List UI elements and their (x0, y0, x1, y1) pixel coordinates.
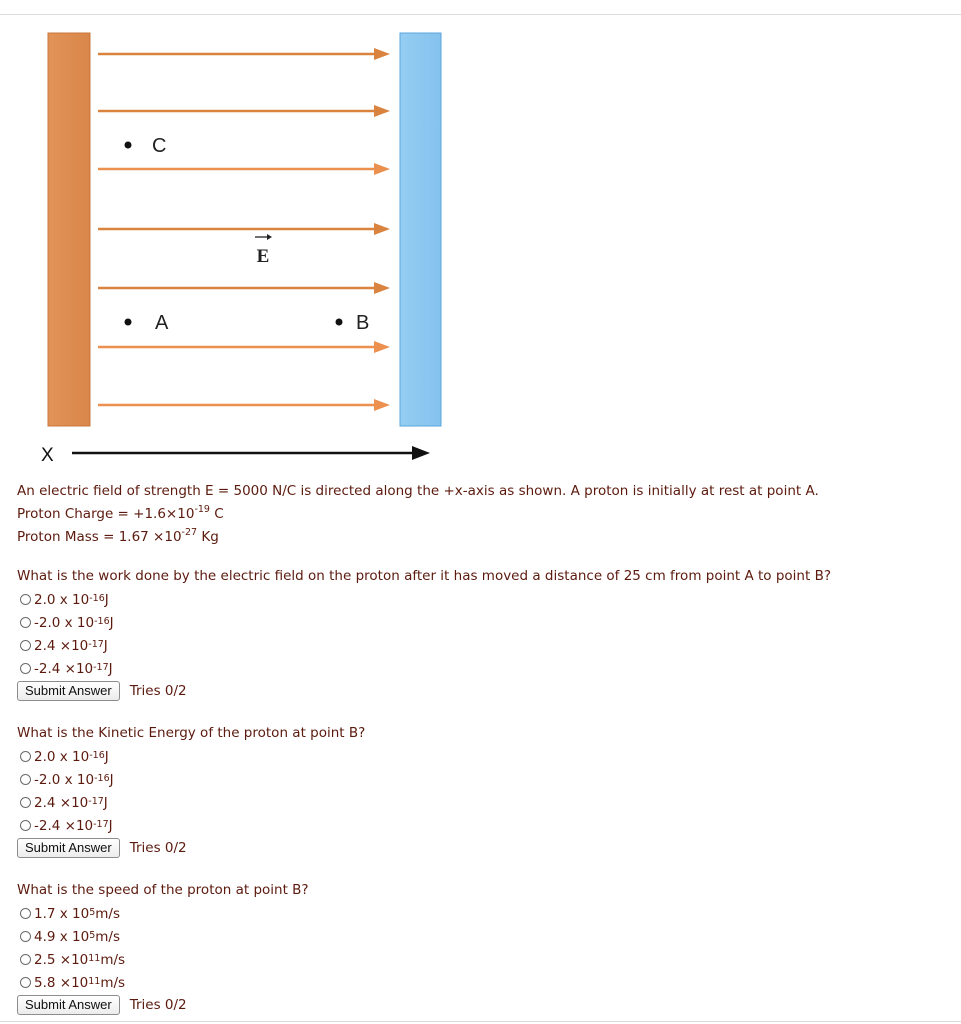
question-1-option-3[interactable]: 2.4 ×10 $^{-17}$ J (17, 634, 831, 657)
field-arrow (98, 399, 390, 411)
question-2-tries: Tries 0/2 (129, 840, 187, 856)
field-arrow (98, 163, 390, 175)
radio-button[interactable] (20, 820, 31, 831)
question-3-option-4[interactable]: 5.8 ×10 $^{11}$ m/s (17, 971, 309, 994)
right-plate (400, 33, 441, 426)
field-arrow (98, 48, 390, 60)
question-2-submit-button[interactable]: Submit Answer (17, 838, 120, 858)
statement-text: An electric field of strength E = 5000 N/C is directed along the +x-axis as shown. A proton is initially at rest at point A. (17, 483, 819, 499)
field-arrow (98, 223, 390, 235)
field-arrow (98, 341, 390, 353)
point-a-label: A (155, 312, 169, 334)
electric-field-diagram (0, 0, 961, 470)
proton-mass: Proton Mass = $1.67 \times 10^{-27}$ Kg (17, 526, 219, 545)
field-arrow (98, 282, 390, 294)
question-1-option-4[interactable]: -2.4 ×10 $^{-17}$ J (17, 657, 831, 680)
x-axis-label: X (41, 445, 54, 466)
question-3-option-1[interactable]: 1.7 x 10 $^5$ m/s (17, 902, 309, 925)
x-axis-arrow (72, 446, 430, 460)
point-b-label: B (356, 312, 370, 334)
proton-charge: Proton Charge = $+1.6\times 10^{-19}$ C (17, 503, 224, 522)
point-a-dot (125, 319, 132, 326)
question-3 (17, 879, 309, 1015)
radio-button[interactable] (20, 977, 31, 988)
radio-button[interactable] (20, 751, 31, 762)
question-2 (17, 722, 365, 858)
point-c-label: C (152, 135, 167, 157)
point-b-dot (336, 319, 343, 326)
question-2-option-3[interactable]: 2.4 ×10 $^{-17}$ J (17, 791, 365, 814)
radio-button[interactable] (20, 617, 31, 628)
question-1-option-1[interactable]: 2.0 x 10 $^{-16}$ J (17, 588, 831, 611)
question-2-option-1[interactable]: 2.0 x 10 $^{-16}$ J (17, 745, 365, 768)
question-1-tries: Tries 0/2 (129, 683, 187, 699)
question-1-text: What is the work done by the electric field on the proton after it has moved a distance of 25 cm from point A to point B? (17, 568, 831, 584)
question-2-option-4[interactable]: -2.4 ×10 $^{-17}$ J (17, 814, 365, 837)
question-1-option-2[interactable]: -2.0 x 10 $^{-16}$ J (17, 611, 831, 634)
question-2-option-2[interactable]: -2.0 x 10 $^{-16}$ J (17, 768, 365, 791)
radio-button[interactable] (20, 594, 31, 605)
radio-button[interactable] (20, 640, 31, 651)
radio-button[interactable] (20, 954, 31, 965)
question-3-submit-button[interactable]: Submit Answer (17, 995, 120, 1015)
radio-button[interactable] (20, 774, 31, 785)
question-3-tries: Tries 0/2 (129, 997, 187, 1013)
question-1 (17, 565, 831, 701)
field-arrow (98, 105, 390, 117)
field-vector-label (255, 234, 272, 267)
question-3-text: What is the speed of the proton at point B? (17, 882, 309, 898)
question-1-submit-button[interactable]: Submit Answer (17, 681, 120, 701)
point-c-dot (125, 142, 132, 149)
field-arrows (98, 48, 390, 411)
radio-button[interactable] (20, 663, 31, 674)
radio-button[interactable] (20, 908, 31, 919)
bottom-divider (0, 1021, 961, 1022)
radio-button[interactable] (20, 797, 31, 808)
radio-button[interactable] (20, 931, 31, 942)
question-2-text: What is the Kinetic Energy of the proton at point B? (17, 725, 366, 741)
question-3-option-2[interactable]: 4.9 x 10 $^5$ m/s (17, 925, 309, 948)
problem-statement (17, 480, 819, 549)
left-plate (48, 33, 90, 426)
field-symbol: E (256, 246, 270, 267)
question-3-option-3[interactable]: 2.5 ×10 $^{11}$ m/s (17, 948, 309, 971)
